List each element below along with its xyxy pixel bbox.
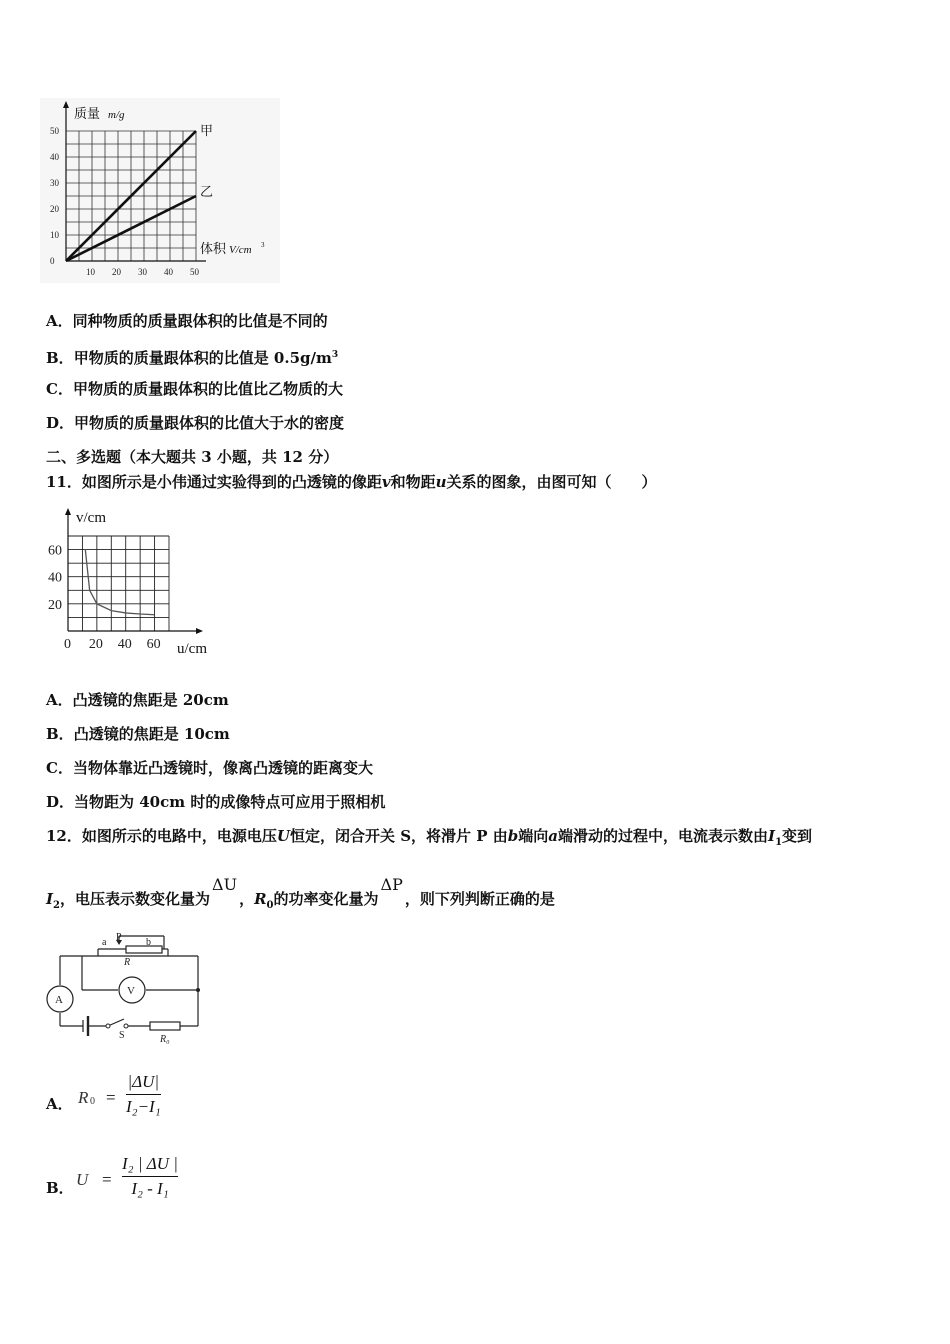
q12-sub-1: 1	[775, 837, 783, 848]
circuit-label-R0: R₀	[160, 1034, 170, 1045]
q10-option-c-text: 甲物质的质量跟体积的比值比乙物质的大	[72, 380, 343, 398]
q11-stem-part1: 11．如图所示是小伟通过实验得到的凸透镜的像距	[46, 473, 382, 491]
image-distance-chart	[40, 504, 230, 660]
q10-option-a-letter: A．	[46, 312, 73, 330]
q12-stem-line1	[46, 826, 812, 853]
q12-delta-P: ΔP	[380, 875, 403, 894]
chart2-x-tick-label: 0	[64, 637, 71, 652]
q12-var-a: a	[548, 827, 559, 845]
chart1-y-tick-label: 10	[50, 230, 59, 240]
chart2-y-tick-label: 40	[48, 570, 62, 586]
rheostat-R	[126, 946, 162, 953]
q11-option-c	[46, 758, 373, 778]
chart2-x-tick-label: 60	[146, 637, 161, 652]
q12-a-lhs: R	[78, 1088, 89, 1107]
chart2-y-tick-label: 20	[48, 597, 62, 613]
q12-stem-line2	[46, 875, 555, 916]
q11-option-d	[46, 792, 385, 812]
chart1-x-tick-label: 10	[86, 267, 95, 277]
q12-sub-0: 0	[266, 900, 274, 911]
circuit-label-b: b	[146, 937, 151, 948]
q12-l1-d: 端滑动的过程中，电流表示数由	[558, 827, 769, 845]
q11-option-b-text: 凸透镜的焦距是 10cm	[73, 725, 230, 743]
q12-b-fraction	[122, 1154, 178, 1199]
q10-option-d-text: 甲物质的质量跟体积的比值大于水的密度	[74, 414, 345, 432]
chart1-ylabel-text: 质量	[74, 106, 101, 121]
q11-stem	[46, 472, 657, 492]
q10-option-b-letter: B．	[46, 349, 74, 367]
q12-option-b-formula	[76, 1154, 216, 1214]
q10-option-c	[46, 379, 343, 399]
q11-option-a-text: 凸透镜的焦距是 20cm	[72, 691, 229, 709]
chart1-x-tick-label: 30	[138, 267, 147, 277]
q11-option-a-letter: A．	[46, 691, 73, 709]
chart2-x-arrow	[196, 628, 203, 634]
q10-option-b-sup: 3	[331, 350, 339, 360]
q11-option-d-letter: D．	[46, 793, 75, 811]
chart1-y-tick-label: 20	[50, 204, 59, 214]
q10-option-a	[46, 311, 328, 331]
q12-a-lhs-sub: 0	[90, 1096, 95, 1107]
circuit-label-A: A	[55, 994, 63, 1006]
q12-l1-e: 变到	[782, 827, 813, 845]
chart2-y-arrow	[65, 508, 71, 515]
q12-option-b	[46, 1178, 74, 1198]
q10-option-c-letter: C．	[46, 380, 73, 398]
image-distance-chart-svg	[40, 504, 230, 660]
q12-b-den: I₂ - I₁	[131, 1179, 169, 1198]
q12-l2-b: ，	[239, 890, 255, 908]
q12-option-b-letter: B．	[46, 1179, 74, 1197]
q10-option-b	[46, 345, 338, 368]
q12-a-den: I₂−I₁	[126, 1097, 161, 1116]
chart2-curve	[85, 550, 154, 615]
chart1-x-tick-label: 50	[190, 267, 199, 277]
chart1-xlabel-unit-sup: 3	[261, 241, 265, 249]
circuit-label-P: P	[116, 932, 122, 943]
chart1-y-tick-label: 50	[50, 126, 59, 136]
chart1-x-tick-label: 40	[164, 267, 173, 277]
circuit-diagram	[40, 928, 215, 1048]
q11-var-v: v	[381, 473, 391, 491]
q12-var-I1: I	[768, 827, 776, 845]
circuit-label-V: V	[127, 985, 135, 997]
q10-option-a-text: 同种物质的质量跟体积的比值是不同的	[72, 312, 328, 330]
chart1-x-tick-label: 20	[112, 267, 121, 277]
q10-option-b-text: 甲物质的质量跟体积的比值是 0.5g/m	[73, 349, 332, 367]
q12-option-a-letter: A．	[46, 1095, 73, 1113]
q12-l1-a: 12．如图所示的电路中，电源电压	[46, 827, 277, 845]
circuit-diagram-svg	[40, 928, 215, 1048]
chart1-xlabel-text: 体积	[200, 241, 227, 256]
q12-l1-b: 恒定，闭合开关 S，将滑片 P 由	[289, 827, 508, 845]
q12-a-bar	[126, 1094, 161, 1095]
q12-option-a	[46, 1094, 73, 1114]
q12-b-lhs: U	[76, 1170, 89, 1189]
chart1-y-tick-label: 30	[50, 178, 59, 188]
circuit-label-R: R	[124, 957, 131, 968]
q12-l1-c: 端向	[518, 827, 549, 845]
resistor-R0	[150, 1022, 180, 1030]
q12-sub-2: 2	[53, 900, 60, 911]
section-2-title: 二、多选题（本大题共 3 小题，共 12 分）	[46, 448, 339, 466]
q11-option-d-text: 当物距为 40cm 时的成像特点可应用于照相机	[74, 793, 386, 811]
q10-option-d-letter: D．	[46, 414, 75, 432]
q12-a-num: |ΔU|	[127, 1072, 160, 1091]
q12-b-eq: =	[102, 1170, 112, 1189]
chart1-y-tick-label: 40	[50, 152, 59, 162]
q12-b-bar	[122, 1176, 178, 1177]
mass-volume-chart	[40, 98, 280, 283]
circuit-label-S: S	[119, 1030, 125, 1041]
q11-option-c-letter: C．	[46, 759, 73, 777]
chart1-series-label: 甲	[200, 123, 214, 138]
q12-var-I2: I	[46, 890, 54, 908]
q10-option-d	[46, 413, 344, 433]
chart2-x-tick-label: 40	[117, 637, 132, 652]
q11-option-b	[46, 724, 230, 744]
q11-stem-part3: 关系的图象，由图可知（ ）	[446, 473, 657, 491]
q11-option-c-text: 当物体靠近凸透镜时，像离凸透镜的距离变大	[72, 759, 373, 777]
q11-var-u: u	[435, 473, 447, 491]
chart2-y-tick-label: 60	[48, 543, 62, 559]
q12-a-fraction	[126, 1072, 161, 1117]
q11-stem-part2: 和物距	[390, 473, 436, 491]
chart1-xlabel-unit: V/cm	[229, 244, 252, 256]
q12-var-b: b	[507, 827, 519, 845]
q12-l2-c: 的功率变化量为	[273, 890, 379, 908]
chart1-y-tick-label: 0	[50, 256, 55, 266]
q12-l2-d: ，则下列判断正确的是	[404, 890, 555, 908]
q12-var-R0: R	[254, 890, 267, 908]
q12-a-eq: =	[106, 1088, 116, 1107]
q12-delta-U: ΔU	[212, 875, 238, 894]
circuit-label-a: a	[102, 937, 107, 948]
mass-volume-chart-svg	[40, 98, 280, 283]
chart2-x-tick-label: 20	[88, 637, 103, 652]
q11-option-a	[46, 690, 229, 710]
chart2-ylabel: v/cm	[76, 510, 106, 526]
chart2-xlabel: u/cm	[177, 641, 207, 657]
chart1-ylabel-unit: m/g	[108, 109, 125, 121]
q11-option-b-letter: B．	[46, 725, 74, 743]
chart2-grid	[68, 536, 169, 631]
q12-b-num: I₂ | ΔU |	[122, 1154, 178, 1173]
q12-var-U: U	[276, 827, 290, 845]
q12-option-a-formula	[78, 1072, 208, 1132]
q12-l2-a: ，电压表示数变化量为	[60, 890, 211, 908]
chart1-series-label: 乙	[200, 184, 214, 199]
